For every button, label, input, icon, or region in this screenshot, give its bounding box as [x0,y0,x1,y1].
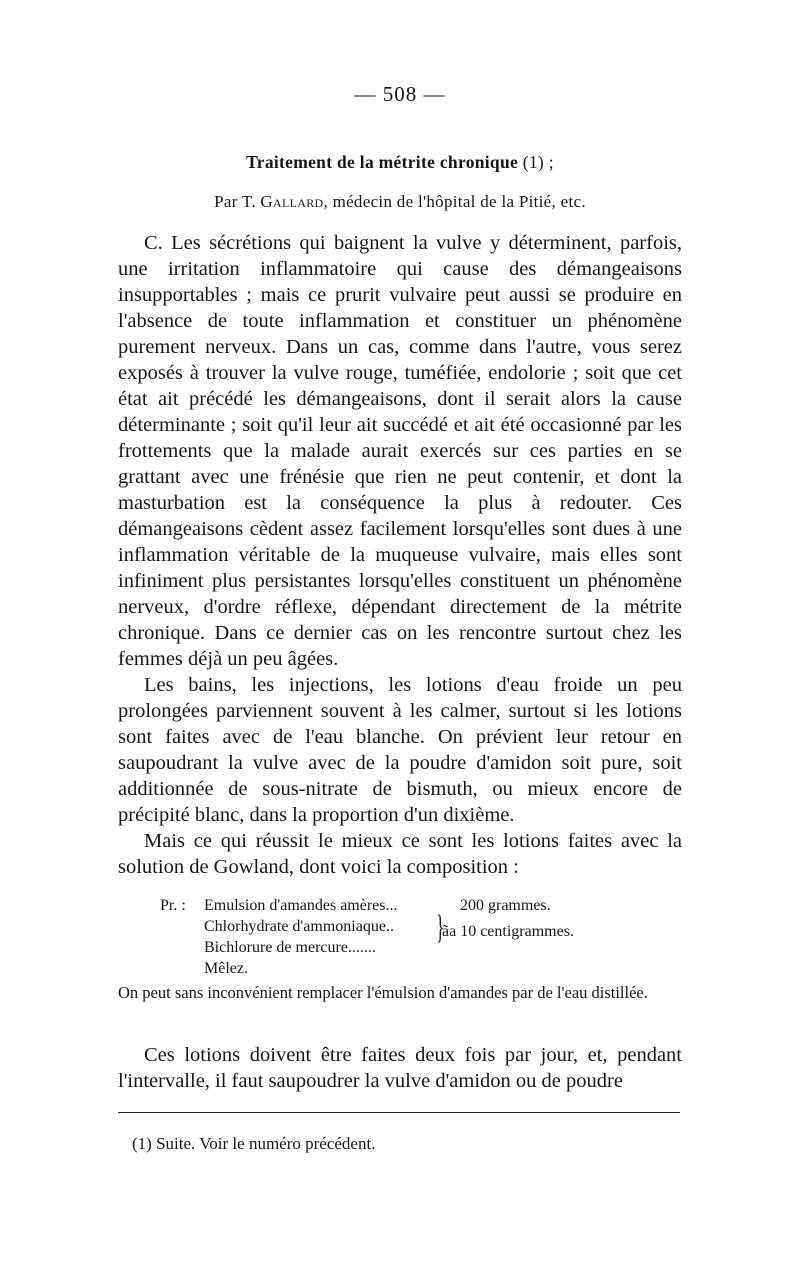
formula-row [160,916,680,937]
formula-item: Chlorhydrate d'ammoniaque.. [204,918,394,935]
formula-row [160,895,680,916]
formula-quantity: 200 grammes. [460,897,551,914]
footnote: (1) Suite. Voir le numéro précédent. [132,1134,376,1153]
paragraph: C. Les sécrétions qui baignent la vulve y déterminent, parfois, une irritation inflammatoire qui cause des démangeaisons insupportables ; mais ce prurit vulvaire peut aussi se produire en l'absence de toute inflammation et constituer un phénomène purement nerveux. Dans un cas, comme dans l'autre, vous serez exposés à trouver la vulve rouge, tuméfiée, endolorie ; soit que cet état ait précédé les démangeaisons, dont il serait alors la cause déterminante ; soit qu'il leur ait succédé et ait été occasionné par les frottements que la malade aurait exercés sur ces parties en se grattant avec une frénésie que rien ne peut contenir, et dont la masturbation est la conséquence la plus à redouter. Ces démangeaisons cèdent assez facilement lorsqu'elles sont dues à une inflammation véritable de la muqueuse vulvaire, mais elles sont infiniment plus persistantes lorsqu'elles constituent un phénomène nerveux, d'ordre réflexe, dépendant directement de la métrite chronique. Dans ce dernier cas on les rencontre surtout chez les femmes déjà un peu âgées. [118,232,682,670]
byline-suffix: , médecin de l'hôpital de la Pitié, etc. [323,192,586,211]
article-title [0,152,800,173]
formula-item: Bichlorure de mercure....... [204,939,376,956]
formula-final: Mêlez. [204,960,248,977]
formula-item: Emulsion d'amandes amères... [204,897,398,914]
formula-note: On peut sans inconvénient remplacer l'émulsion d'amandes par de l'eau distillée. [118,983,648,1002]
byline-prefix: Par T. [214,192,261,211]
body-text [118,230,682,880]
body-text-continued [118,1042,682,1094]
byline-author: Gallard [260,192,324,211]
formula-shared-quantity: ãa 10 centigrammes. [442,923,574,940]
brace-icon: } [436,909,445,946]
byline [0,192,800,212]
page-number: — 508 — [354,82,446,106]
paragraph: Mais ce qui réussit le mieux ce sont les lotions faites avec la solution de Gowland, dont voici la composition : [118,830,682,878]
title-footnote-ref: (1) ; [518,152,554,172]
formula-row [160,937,680,958]
formula-row [160,958,680,979]
footnote-divider [118,1112,680,1113]
title-text: Traitement de la métrite chronique [246,152,519,172]
paragraph: Les bains, les injections, les lotions d'eau froide un peu prolongées parviennent souvent à les calmer, surtout si les lotions sont faites avec de l'eau blanche. On prévient leur retour en saupoudrant la vulve avec de la poudre d'amidon soit pure, soit additionnée de sous-nitrate de bismuth, ou mieux encore de précipité blanc, dans la proportion d'un dixième. [118,674,682,826]
prescription-formula [160,895,680,979]
paragraph: Ces lotions doivent être faites deux fois par jour, et, pendant l'intervalle, il faut saupoudrer la vulve d'amidon ou de poudre [118,1044,682,1092]
formula-prefix: Pr. : [160,897,186,914]
